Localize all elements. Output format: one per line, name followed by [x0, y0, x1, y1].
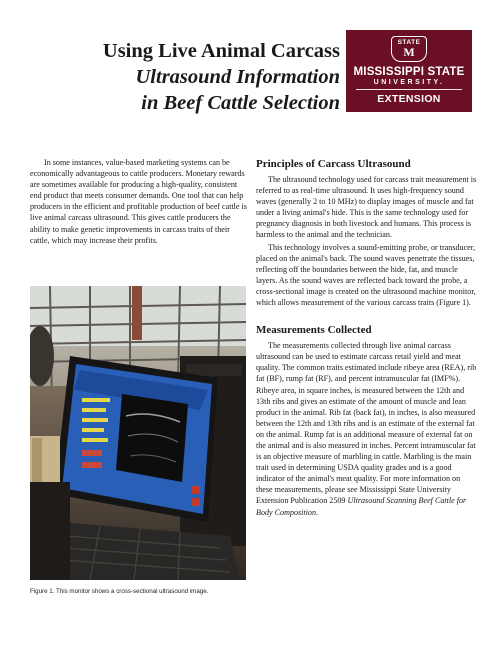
state-seal-icon	[391, 36, 427, 62]
seal-letter: M	[403, 45, 415, 59]
extension-logo	[346, 30, 472, 112]
principles-paragraph-2: This technology involves a sound-emitting probe, or transducer, placed on the animal's back. The sound waves penetrate the tissues, reflecting off the boundaries between the hide, fat, and muscle layers. As the sound waves are reflected back toward the probe, a cross-sectional image is created on the ultrasound machine monitor, which allows measurement of the various carcass traits (Figure 1).	[256, 242, 476, 308]
measurements-text: The measurements collected through live animal carcass ultrasound can be used to estimate carcass retail yield and meat quality. The common traits estimated include ribeye area (REA), rib fat (BF), rump fat (RF), and percent intramuscular fat (IMF%). Ribeye area, in square inches, is measured between the 12th and 13th ribs and gives an estimate of the amount of muscle and lean product in the animal. Rib fat (back fat), in inches, is also measured between the 12th and 13th ribs and is an estimate of the external fat on the animal. Rump fat is an additional measure of external fat on the animal and is also measured in inches. Percent intramuscular fat is an objective measure of marbling in cattle. Marbling is the main trait used in determining USDA quality grades and is a good indicator of the animal's meat quality. For more information on these measurements, please see Mississippi State University Extension Publication 2509	[256, 341, 477, 506]
publication-reference-link: Ultrasound Scanning Beef Cattle for Body Composition	[256, 496, 467, 517]
section-heading-principles: Principles of Carcass Ultrasound	[256, 158, 411, 170]
title-line-1: Using Live Animal Carcass	[102, 40, 340, 62]
section-heading-measurements: Measurements Collected	[256, 324, 372, 337]
intro-paragraph: In some instances, value-based marketing systems can be economically advantageous to cattle producers. Monetary rewards are sometimes available for producing a high-quality, consistent end product that meets consumer demands. One tool that can help producers in the efficient and profitable production of beef cattle is live animal carcass ultrasound. This gives cattle producers the ability to make genetic improvements in carcass traits of their cattle, which may increase their profits.	[30, 158, 247, 245]
right-column	[256, 158, 478, 518]
title-line-3: in Beef Cattle Selection	[141, 92, 340, 114]
ultrasound-monitor-photo	[30, 286, 246, 580]
measurements-end: .	[316, 507, 319, 517]
document-title	[30, 38, 340, 116]
left-column	[30, 157, 250, 246]
title-line-2: Ultrasound Information	[135, 66, 340, 88]
principles-paragraph-1: The ultrasound technology used for carcass trait measurement is referred to as real-time ultrasound. It uses high-frequency sound waves (generally 2 to 10 MHz) to display images of muscle and fat under a living animal's hide. This is the same technology used for pregnancy diagnosis in both livestock and humans. This process is harmless to the animal and the technician.	[256, 175, 477, 240]
logo-divider	[356, 89, 462, 90]
figure-caption: Figure 1. This monitor shows a cross-sectional ultrasound image.	[30, 588, 209, 595]
logo-extension: EXTENSION	[377, 93, 441, 105]
logo-university-word: UNIVERSITY.	[373, 79, 445, 86]
seal-text: STATE	[397, 39, 421, 46]
measurements-paragraph	[256, 340, 478, 518]
logo-university-name: MISSISSIPPI STATE	[353, 66, 465, 78]
